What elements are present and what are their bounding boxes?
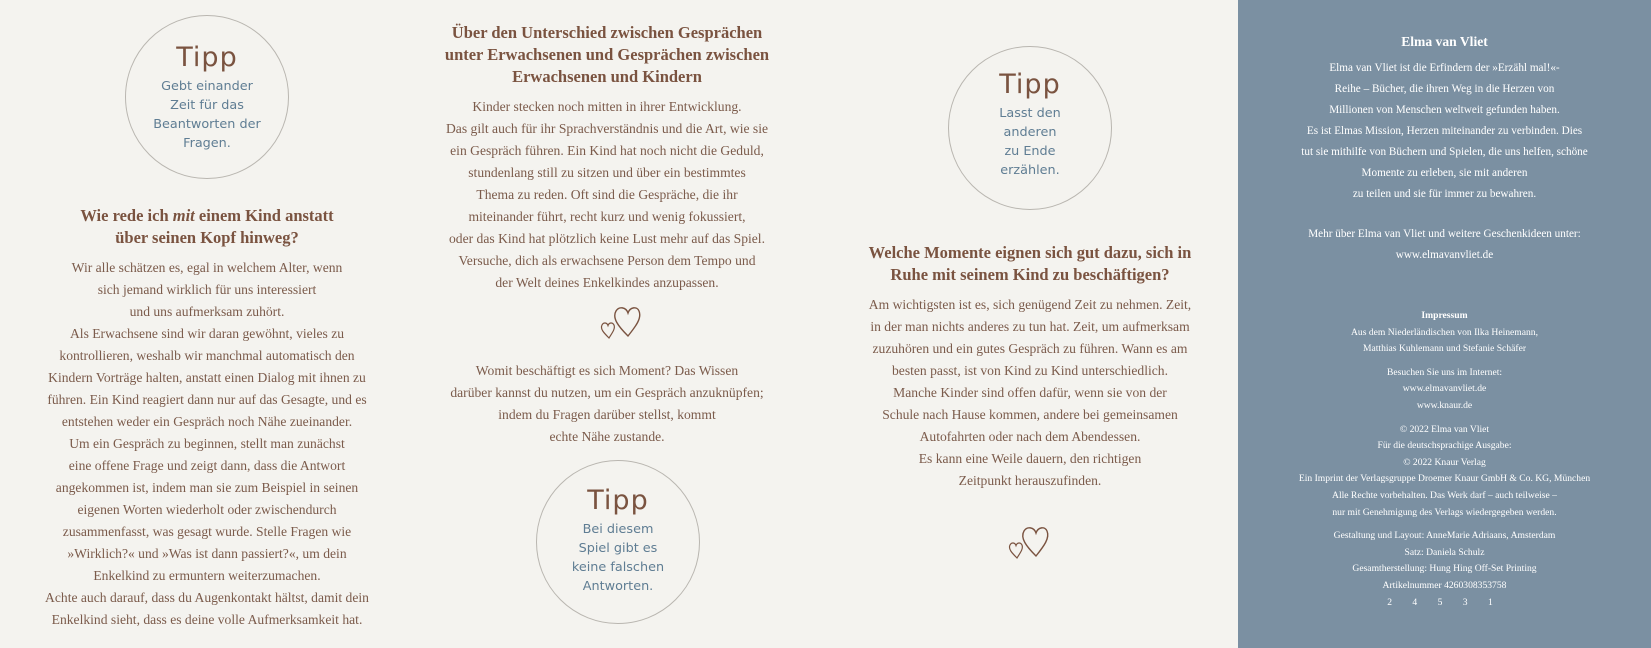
- section-heading-2: [412, 22, 802, 88]
- body-line: zusammenfasst, was gesagt wurde. Stelle Fragen wie: [62, 524, 352, 539]
- tipp-line: Bei diesem: [582, 522, 654, 537]
- column-2: [412, 22, 802, 294]
- body-line: Kindern Vorträge halten, anstatt einen Dialog mit ihnen zu: [48, 370, 366, 385]
- intro-line: Es ist Elmas Mission, Herzen miteinander zu verbinden. Dies: [1306, 125, 1583, 137]
- body-line: Wir alle schätzen es, egal in welchem Alter, wenn: [71, 260, 343, 275]
- heading-text: einem Kind anstatt: [194, 206, 334, 225]
- impressum-line: Matthias Kuhlemann und Stefanie Schäfer: [1362, 343, 1527, 355]
- heading-line: Über den Unterschied zwischen Gesprächen: [451, 23, 763, 42]
- heart-icon: [1006, 522, 1050, 562]
- body-line: ein Gespräch führen. Ein Kind hat noch nicht die Geduld,: [450, 143, 764, 158]
- impressum-title: Impressum: [1421, 310, 1468, 321]
- body-line: »Wirklich?« und »Was ist dann passiert?«, um dein: [67, 546, 347, 561]
- tipp-line: Gebt einander: [161, 79, 253, 94]
- column-1: [12, 205, 402, 631]
- body-line: Am wichtigsten ist es, sich genügend Zeit zu nehmen. Zeit,: [868, 297, 1192, 312]
- impressum: [1238, 308, 1651, 611]
- section-body-2b: [412, 360, 802, 448]
- tipp-circle-2: [536, 460, 700, 624]
- body-line: echte Nähe zustande.: [549, 429, 665, 444]
- heading-text: Wie rede ich: [80, 206, 173, 225]
- body-line: Um ein Gespräch zu beginnen, stellt man zunächst: [69, 436, 345, 451]
- body-line: miteinander führt, recht kurz und wenig fokussiert,: [468, 209, 746, 224]
- body-line: eigenen Worten wiederholt oder zwischendurch: [77, 502, 337, 517]
- print-numbers: 2 4 5 3 1: [1387, 596, 1502, 608]
- impressum-line: Besuchen Sie uns im Internet:: [1386, 366, 1503, 378]
- body-line: kontrollieren, weshalb wir manchmal automatisch den: [59, 348, 355, 363]
- author-name: Elma van Vliet: [1401, 34, 1488, 49]
- heart-icon: [598, 302, 642, 342]
- intro-line: Millionen von Menschen weltweit gefunden haben.: [1329, 104, 1560, 116]
- tipp-title: Tipp: [999, 69, 1061, 100]
- impressum-line: © 2022 Knaur Verlag: [1403, 456, 1486, 468]
- tipp-circle-1: [125, 15, 289, 179]
- body-line: Autofahrten oder nach dem Abendessen.: [919, 429, 1141, 444]
- impressum-line: Für die deutschsprachige Ausgabe:: [1377, 440, 1512, 452]
- intro-line: tut sie mithilfe von Büchern und Spielen, die uns helfen, schöne: [1301, 146, 1588, 158]
- body-line: oder das Kind hat plötzlich keine Lust mehr auf das Spiel.: [449, 231, 765, 246]
- body-line: zuzuhören und ein gutes Gespräch zu führen. Wann es am: [872, 341, 1188, 356]
- tipp-line: zu Ende: [1004, 144, 1056, 159]
- body-line: Thema zu reden. Oft sind die Gespräche, die ihr: [476, 187, 738, 202]
- tipp-text: [949, 104, 1111, 180]
- body-line: indem du Fragen darüber stellst, kommt: [498, 407, 716, 422]
- tipp-circle-3: [948, 46, 1112, 210]
- impressum-line: Gestaltung und Layout: AnneMarie Adriaans, Amsterdam: [1333, 530, 1556, 542]
- section-body-3: [830, 294, 1230, 492]
- tipp-text: [537, 520, 699, 596]
- heading-line: unter Erwachsenen und Gesprächen zwischen: [444, 45, 770, 64]
- heading-line: Erwachsenen und Kindern: [512, 67, 702, 86]
- body-line: Kinder stecken noch mitten in ihrer Entwicklung.: [472, 99, 742, 114]
- intro-line: Momente zu erleben, sie mit anderen: [1361, 167, 1528, 179]
- tipp-title: Tipp: [176, 42, 238, 73]
- body-line: Es kann eine Weile dauern, den richtigen: [918, 451, 1142, 466]
- body-line: Zeitpunkt herauszufinden.: [958, 473, 1102, 488]
- heading-emphasis: mit: [172, 206, 195, 225]
- section-heading-1: [12, 205, 402, 249]
- impressum-line: Artikelnummer 4260308353758: [1382, 579, 1507, 591]
- body-line: führen. Ein Kind reagiert dann nur auf das Gesagte, und es: [47, 392, 367, 407]
- website-link[interactable]: www.elmavanvliet.de: [1395, 249, 1494, 261]
- impressum-line: Ein Imprint der Verlagsgruppe Droemer Knaur GmbH & Co. KG, München: [1298, 473, 1591, 485]
- tipp-line: Antworten.: [582, 579, 654, 594]
- column-3: [830, 242, 1230, 492]
- body-line: entstehen weder ein Gespräch noch Nähe zueinander.: [61, 414, 353, 429]
- body-line: Achte auch darauf, dass du Augenkontakt hältst, damit dein: [45, 590, 369, 605]
- author-intro: [1238, 58, 1651, 205]
- body-line: Manche Kinder sind offen dafür, wenn sie von der: [893, 385, 1167, 400]
- author-sidebar: [1238, 0, 1651, 648]
- more-info: [1238, 224, 1651, 266]
- impressum-link[interactable]: www.knaur.de: [1416, 399, 1473, 411]
- body-line: in der man nichts anderes zu tun hat. Zeit, um aufmerksam: [870, 319, 1190, 334]
- body-line: Schule nach Hause kommen, andere bei gemeinsamen: [882, 407, 1178, 422]
- tipp-line: erzählen.: [1000, 163, 1060, 178]
- body-line: und uns aufmerksam zuhört.: [129, 304, 285, 319]
- body-line: Versuche, dich als erwachsene Person dem Tempo und: [458, 253, 756, 268]
- heading-text: über seinen Kopf hinweg?: [115, 228, 299, 247]
- impressum-line: nur mit Genehmigung des Verlags wiedergegeben werden.: [1332, 506, 1557, 518]
- impressum-link[interactable]: www.elmavanvliet.de: [1402, 383, 1487, 395]
- section-heading-3: [830, 242, 1230, 286]
- body-line: Enkelkind zu ermuntern weiterzumachen.: [93, 568, 321, 583]
- column-2-continued: [412, 360, 802, 448]
- body-line: sich jemand wirklich für uns interessiert: [97, 282, 317, 297]
- tipp-line: Beantworten der: [153, 117, 261, 132]
- more-line: Mehr über Elma van Vliet und weitere Geschenkideen unter:: [1308, 228, 1581, 240]
- body-line: stundenlang still zu sitzen und über ein bestimmtes: [468, 165, 746, 180]
- tipp-text: [126, 77, 288, 153]
- impressum-line: © 2022 Elma van Vliet: [1399, 423, 1490, 435]
- tipp-line: Zeit für das: [170, 98, 244, 113]
- heading-line: Ruhe mit seinem Kind zu beschäftigen?: [890, 265, 1170, 284]
- body-line: Womit beschäftigt es sich Moment? Das Wissen: [475, 363, 739, 378]
- intro-line: Reihe – Bücher, die ihren Weg in die Herzen von: [1334, 83, 1555, 95]
- section-body-2: [412, 96, 802, 294]
- impressum-line: Gesamtherstellung: Hung Hing Off-Set Printing: [1352, 563, 1537, 575]
- body-line: darüber kannst du nutzen, um ein Gespräch anzuknüpfen;: [450, 385, 764, 400]
- body-line: eine offene Frage und zeigt dann, dass die Antwort: [68, 458, 346, 473]
- tipp-title: Tipp: [587, 485, 649, 516]
- tipp-line: anderen: [1003, 125, 1057, 140]
- intro-line: zu teilen und sie für immer zu bewahren.: [1352, 188, 1537, 200]
- impressum-line: Satz: Daniela Schulz: [1404, 546, 1485, 558]
- tipp-line: Spiel gibt es: [578, 541, 658, 556]
- heading-line: Welche Momente eignen sich gut dazu, sich in: [868, 243, 1192, 262]
- body-line: der Welt deines Enkelkindes anzupassen.: [495, 275, 719, 290]
- body-line: Enkelkind sieht, dass es deine volle Aufmerksamkeit hat.: [51, 612, 363, 627]
- body-line: besten passt, ist von Kind zu Kind unterschiedlich.: [892, 363, 1168, 378]
- impressum-line: Aus dem Niederländischen von Ilka Heinemann,: [1350, 326, 1539, 338]
- intro-line: Elma van Vliet ist die Erfindern der »Erzähl mal!«-: [1329, 62, 1560, 74]
- body-line: Als Erwachsene sind wir daran gewöhnt, vieles zu: [69, 326, 345, 341]
- tipp-line: keine falschen: [571, 560, 665, 575]
- tipp-line: Lasst den: [999, 106, 1061, 121]
- section-body-1: [12, 257, 402, 631]
- body-line: Das gilt auch für ihr Sprachverständnis und die Art, wie sie: [445, 121, 769, 136]
- impressum-line: Alle Rechte vorbehalten. Das Werk darf – auch teilweise –: [1332, 489, 1557, 501]
- body-line: angekommen ist, indem man sie zum Beispiel in seinen: [55, 480, 359, 495]
- tipp-line: Fragen.: [183, 136, 231, 151]
